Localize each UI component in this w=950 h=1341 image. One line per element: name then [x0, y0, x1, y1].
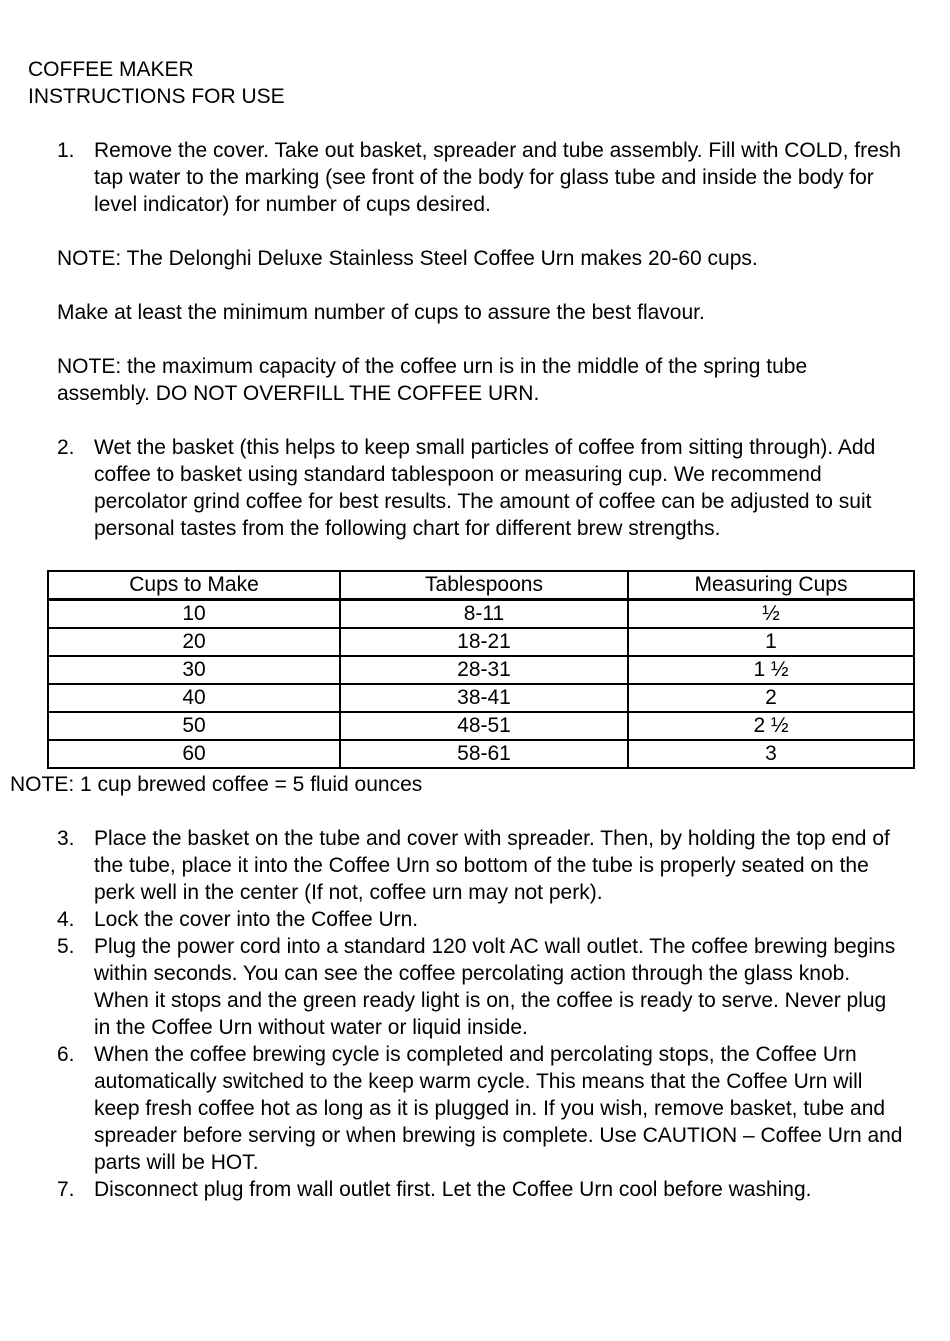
cell-tablespoons: 8-11 [340, 600, 628, 629]
cell-measuring-cups: 3 [628, 740, 914, 768]
item-3-number: 3. [57, 827, 75, 850]
title-line-coffee-maker: COFFEE MAKER [28, 58, 194, 81]
table-header-row [48, 571, 914, 600]
note-capacity-range: NOTE: The Delonghi Deluxe Stainless Steel Coffee Urn makes 20-60 cups. [57, 247, 758, 270]
note-max-capacity: NOTE: the maximum capacity of the coffee urn is in the middle of the spring tube assembly. DO NOT OVERFILL THE COFFEE URN. [57, 355, 808, 405]
instruction-item-1 [0, 137, 908, 218]
cell-measuring-cups: ½ [628, 600, 914, 629]
instruction-item-4 [0, 906, 908, 933]
note-cup-volume: NOTE: 1 cup brewed coffee = 5 fluid ounces [10, 773, 423, 796]
item-5-number: 5. [57, 935, 75, 958]
item-3-text: Place the basket on the tube and cover with spreader. Then, by holding the top end of the tube, place it into the Coffee Urn so bottom of the tube is properly seated on the perk well in the center (If not, coffee urn may not perk). [94, 827, 890, 904]
item-2-number: 2. [57, 436, 75, 459]
cell-cups: 60 [48, 740, 340, 768]
item-5-text: Plug the power cord into a standard 120 volt AC wall outlet. The coffee brewing begins within seconds. You can see the coffee percolating action through the glass knob. When it stops and the green ready light is on, the coffee is ready to serve. Never plug in the Coffee Urn without water or liquid inside. [94, 935, 896, 1039]
paragraph-minimum-cups: Make at least the minimum number of cups to assure the best flavour. [57, 301, 705, 324]
cell-tablespoons: 48-51 [340, 712, 628, 740]
table-row [48, 628, 914, 656]
column-header-tablespoons: Tablespoons [340, 571, 628, 600]
item-4-number: 4. [57, 908, 75, 931]
item-1-number: 1. [57, 139, 75, 162]
title-line-instructions: INSTRUCTIONS FOR USE [28, 85, 285, 108]
cell-cups: 20 [48, 628, 340, 656]
item-1-text: Remove the cover. Take out basket, spreader and tube assembly. Fill with COLD, fresh tap water to the marking (see front of the body for glass tube and inside the body for level indicator) for number of cups desired. [94, 139, 901, 216]
cell-tablespoons: 28-31 [340, 656, 628, 684]
cell-cups: 10 [48, 600, 340, 629]
document-page [0, 56, 950, 1341]
cell-measuring-cups: 1 ½ [628, 656, 914, 684]
instruction-item-2 [0, 434, 908, 542]
document-title [28, 56, 910, 110]
cell-measuring-cups: 1 [628, 628, 914, 656]
cell-measuring-cups: 2 ½ [628, 712, 914, 740]
cell-measuring-cups: 2 [628, 684, 914, 712]
cell-tablespoons: 18-21 [340, 628, 628, 656]
item-6-number: 6. [57, 1043, 75, 1066]
table-row [48, 684, 914, 712]
brew-strength-table [47, 570, 915, 769]
cell-cups: 30 [48, 656, 340, 684]
cell-cups: 40 [48, 684, 340, 712]
item-7-number: 7. [57, 1178, 75, 1201]
table-row [48, 712, 914, 740]
cell-tablespoons: 38-41 [340, 684, 628, 712]
table-row [48, 600, 914, 629]
table-row [48, 740, 914, 768]
instruction-item-7 [0, 1176, 908, 1203]
table-row [48, 656, 914, 684]
instruction-item-3 [0, 825, 908, 906]
cell-tablespoons: 58-61 [340, 740, 628, 768]
item-7-text: Disconnect plug from wall outlet first. Let the Coffee Urn cool before washing. [94, 1178, 812, 1201]
item-2-text: Wet the basket (this helps to keep small particles of coffee from sitting through). Add coffee to basket using standard tablespoon or measuring cup. We recommend percolator grind coffee for best results. The amount of coffee can be adjusted to suit personal tastes from the following chart for different brew strengths. [94, 436, 876, 540]
item-4-text: Lock the cover into the Coffee Urn. [94, 908, 419, 931]
instruction-item-6 [0, 1041, 908, 1176]
column-header-cups-to-make: Cups to Make [48, 571, 340, 600]
column-header-measuring-cups: Measuring Cups [628, 571, 914, 600]
instruction-item-5 [0, 933, 908, 1041]
item-6-text: When the coffee brewing cycle is completed and percolating stops, the Coffee Urn automatically switched to the keep warm cycle. This means that the Coffee Urn will keep fresh coffee hot as long as it is plugged in. If you wish, remove basket, tube and spreader before serving or when brewing is complete. Use CAUTION – Coffee Urn and parts will be HOT. [94, 1043, 903, 1174]
cell-cups: 50 [48, 712, 340, 740]
